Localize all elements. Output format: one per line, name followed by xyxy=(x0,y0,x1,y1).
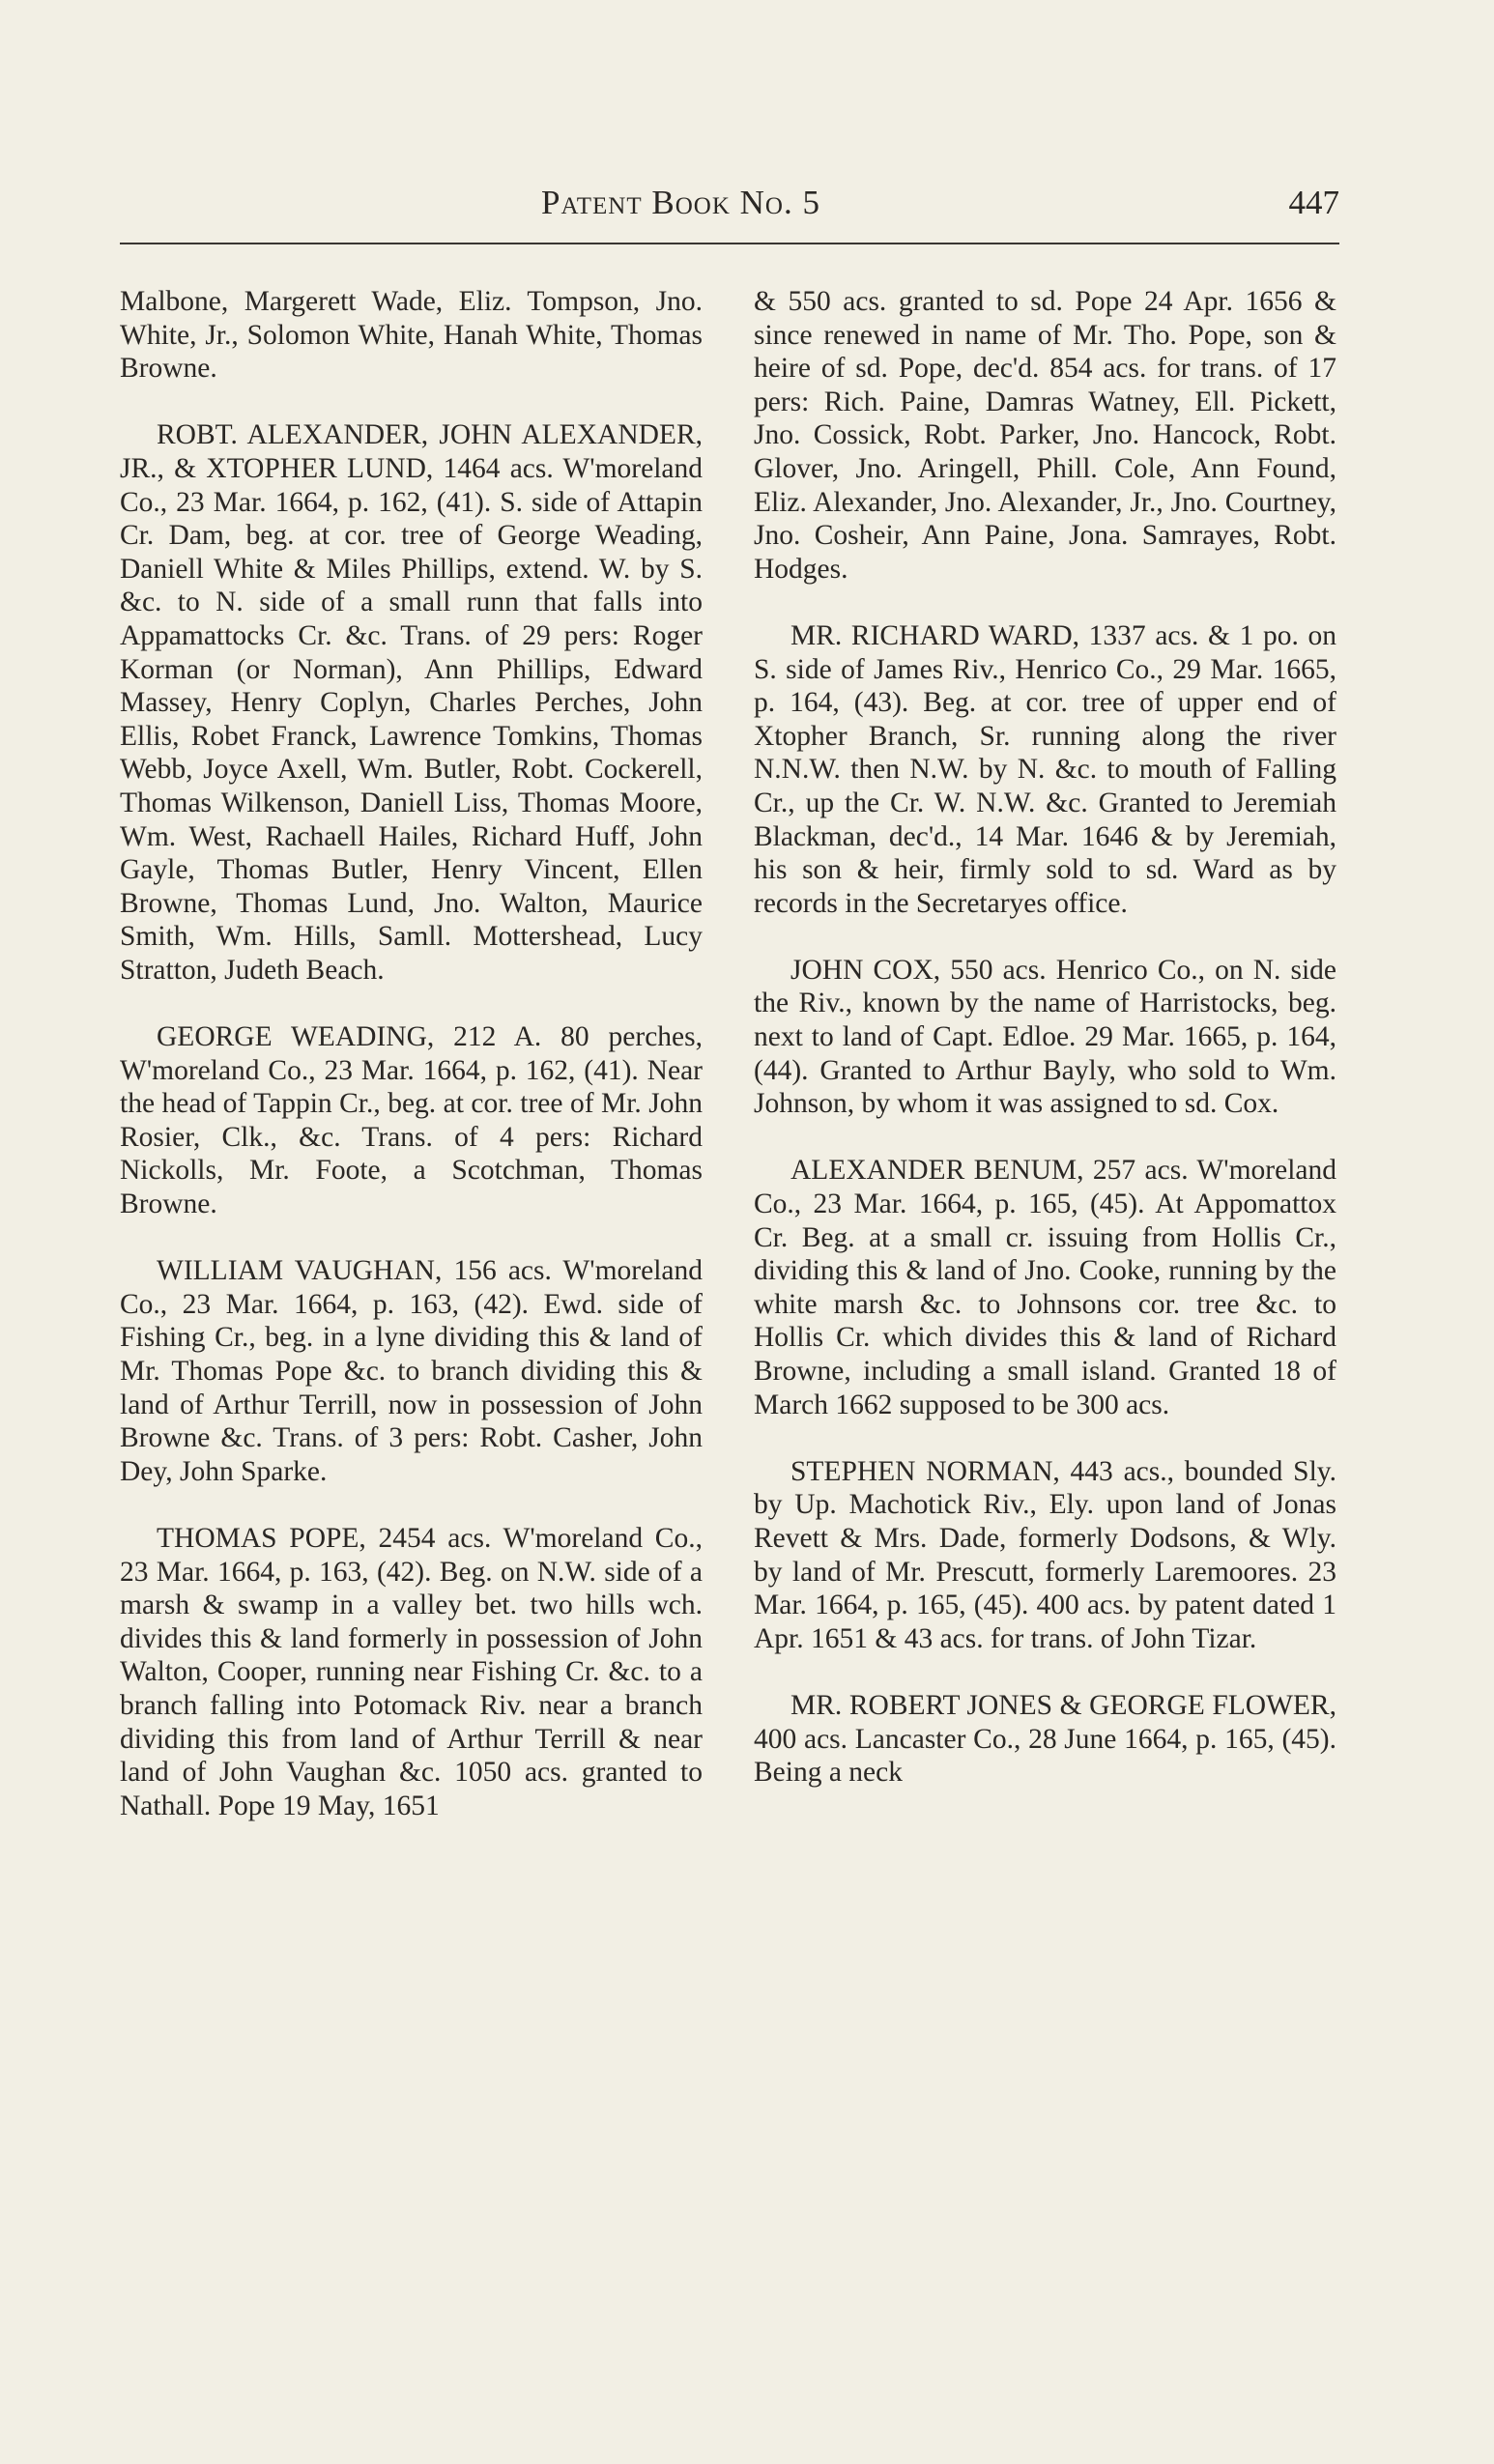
entry-text: 2454 acs. W'moreland Co., 23 Mar. 1664, p. 163, (42). Beg. on N.W. side of a marsh & swamp in a valley bet. two hills wch. divides this & land formerly in possession of John Walton, Cooper, running near Fishing Cr. &c. to a branch falling into Potomack Riv. near a branch dividing this from land of Arthur Terrill & near land of John Vaughan &c. 1050 acs. granted to Nathall. Pope 19 May, 1651 xyxy=(120,1522,703,1821)
entry-text: 1337 acs. & 1 po. on S. side of James Riv., Henrico Co., 29 Mar. 1665, p. 164, (43). Beg. at cor. tree of upper end of Xtopher Branch, Sr. running along the river N.N.W. then N.W. by N. &c. to mouth of Falling Cr., up the Cr. W. N.W. &c. Granted to Jeremiah Blackman, dec'd., 14 Mar. 1646 & by Jeremiah, his son & heir, firmly sold to sd. Ward as by records in the Secretaryes office. xyxy=(754,619,1336,919)
entry-name: MR. ROBERT JONES & GEORGE FLOWER, xyxy=(790,1689,1336,1721)
header-rule xyxy=(120,243,1339,244)
entry xyxy=(120,1020,703,1221)
entry xyxy=(754,1154,1336,1421)
entry xyxy=(120,1522,703,1822)
entry-name: ALEXANDER BENUM, xyxy=(790,1155,1084,1187)
entry-continuation xyxy=(120,285,703,386)
entry-text: 156 acs. W'moreland Co., 23 Mar. 1664, p. 163, (42). Ewd. side of Fishing Cr., beg. in a lyne dividing this & land of Mr. Thomas Pope &c. to branch dividing this & land of Arthur Terrill, now in possession of John Browne &c. Trans. of 3 pers: Robt. Casher, John Dey, John Sparke. xyxy=(120,1255,703,1487)
entry xyxy=(120,1254,703,1488)
entry xyxy=(754,954,1336,1121)
entry-name: MR. RICHARD WARD, xyxy=(790,619,1080,651)
entry-name: JOHN COX, xyxy=(790,954,941,986)
entry-name: GEORGE WEADING, xyxy=(157,1021,435,1053)
entry-text: 257 acs. W'moreland Co., 23 Mar. 1664, p. 165, (45). At Appomattox Cr. Beg. at a small cr. issuing from Hollis Cr., dividing this & land of Jno. Cooke, running by the white marsh &c. to Johnsons cor. tree &c. to Hollis Cr. which divides this & land of Richard Browne, including a small island. Granted 18 of March 1662 supposed to be 300 acs. xyxy=(754,1155,1336,1420)
entry-name: ROBT. ALEXANDER, JOHN ALEXANDER, JR., & XTOPHER LUND, xyxy=(120,419,703,484)
entry-text: & 550 acs. granted to sd. Pope 24 Apr. 1656 & since renewed in name of Mr. Tho. Pope, son & heire of sd. Pope, dec'd. 854 acs. for trans. of 17 pers: Rich. Paine, Damras Watney, Ell. Pickett, Jno. Cossick, Robt. Parker, Jno. Hancock, Robt. Glover, Jno. Aringell, Phill. Cole, Ann Found, Eliz. Alexander, Jno. Alexander, Jr., Jno. Courtney, Jno. Cosheir, Ann Paine, Jona. Samrayes, Robt. Hodges. xyxy=(754,286,1336,585)
entry xyxy=(754,1689,1336,1790)
page-header xyxy=(120,184,1339,232)
entry-text: 550 acs. Henrico Co., on N. side the Riv., known by the name of Harristocks, beg. next to land of Capt. Edloe. 29 Mar. 1665, p. 164, (44). Granted to Arthur Bayly, who sold to Wm. Johnson, by whom it was assigned to sd. Cox. xyxy=(754,954,1336,1120)
entry-continuation xyxy=(754,285,1336,586)
entry-text: Malbone, Margerett Wade, Eliz. Tompson, Jno. White, Jr., Solomon White, Hanah White, Thomas Browne. xyxy=(120,286,703,385)
entry-text: 400 acs. Lancaster Co., 28 June 1664, p. 165, (45). Being a neck xyxy=(754,1723,1336,1789)
page-number: 447 xyxy=(1288,184,1339,221)
entry xyxy=(120,418,703,987)
right-column xyxy=(754,285,1336,1822)
entry xyxy=(754,1455,1336,1656)
entry-name: STEPHEN NORMAN, xyxy=(790,1455,1060,1487)
entry-name: WILLIAM VAUGHAN, xyxy=(157,1255,443,1287)
entry-name: THOMAS POPE, xyxy=(157,1522,366,1554)
entry xyxy=(754,619,1336,920)
entry-text: 443 acs., bounded Sly. by Up. Machotick Riv., Ely. upon land of Jonas Revett & Mrs. Dade, formerly Dodsons, & Wly. by land of Mr. Prescutt, formerly Laremoores. 23 Mar. 1664, p. 165, (45). 400 acs. by patent dated 1 Apr. 1651 & 43 acs. for trans. of John Tizar. xyxy=(754,1455,1336,1654)
running-head: Patent Book No. 5 xyxy=(541,184,820,221)
entry-text: 1464 acs. W'moreland Co., 23 Mar. 1664, p. 162, (41). S. side of Attapin Cr. Dam, beg. at cor. tree of George Weading, Daniell White & Miles Phillips, extend. W. by S. &c. to N. side of a small runn that falls into Appamattocks Cr. &c. Trans. of 29 pers: Roger Korman (or Norman), Ann Phillips, Edward Massey, Henry Coplyn, Charles Perches, John Ellis, Robet Franck, Lawrence Tomkins, Thomas Webb, Joyce Axell, Wm. Butler, Robt. Cockerell, Thomas Wilkenson, Daniell Liss, Thomas Moore, Wm. West, Rachaell Hailes, Richard Huff, John Gayle, Thomas Butler, Henry Vincent, Ellen Browne, Thomas Lund, Jno. Walton, Maurice Smith, Wm. Hills, Samll. Mottershead, Lucy Stratton, Judeth Beach. xyxy=(120,452,703,986)
entry-text: 212 A. 80 perches, W'moreland Co., 23 Mar. 1664, p. 162, (41). Near the head of Tappin Cr., beg. at cor. tree of Mr. John Rosier, Clk., &c. Trans. of 4 pers: Richard Nickolls, Mr. Foote, a Scotchman, Thomas Browne. xyxy=(120,1021,703,1220)
left-column xyxy=(120,285,703,1856)
